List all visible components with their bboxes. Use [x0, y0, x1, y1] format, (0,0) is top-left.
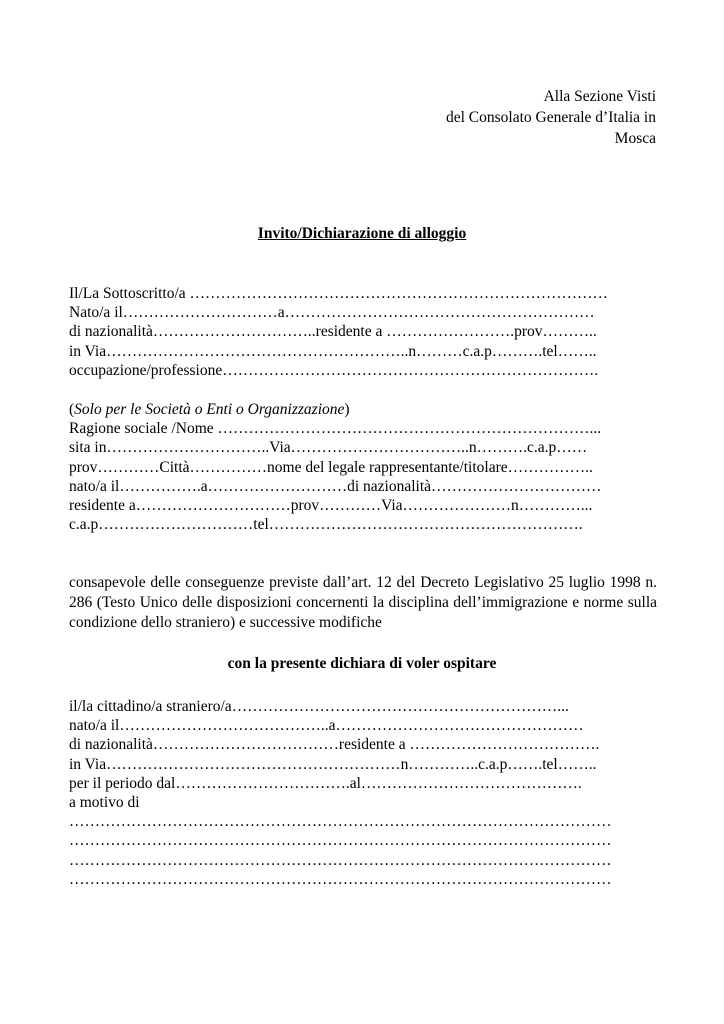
company-location-line: sita in…………………………..Via……………………………..n……….c.a.p…… — [69, 439, 588, 457]
company-name-line: Ragione sociale /Nome ………………………………………………………………... — [69, 420, 602, 438]
inviter-address-line: in Via…………………………………………………..n………c.a.p……….tel…….. — [69, 342, 597, 360]
guest-reason-line-4: …………………………………………………………………………………………… — [69, 870, 612, 888]
company-rep-residence-line: residente a…………………………prov…………Via…………………n…………... — [69, 497, 593, 515]
guest-name-line: il/la cittadino/a straniero/a………………………………………………………... — [69, 698, 569, 715]
guest-reason-line-1: …………………………………………………………………………………………… — [69, 813, 612, 831]
inviter-occupation-line: occupazione/professione………………………………………………………………. — [69, 361, 599, 379]
recipient-line-2: del Consolato Generale d’Italia in — [445, 109, 656, 126]
company-note-close: ) — [344, 401, 350, 418]
declaration-paragraph: consapevole delle conseguenze previste dall’art. 12 del Decreto Legislativo 25 luglio 1998 n. 286 (Testo Unico delle disposizioni concernenti la disciplina dell’immigrazione e norme sulla condizione dello straniero) e successive modifiche — [69, 574, 657, 631]
guest-nationality-line: di nazionalità………………………………residente a ………………………………. — [69, 736, 600, 754]
inviter-nationality-line: di nazionalità…………………………..residente a …………………….prov……….. — [69, 323, 597, 341]
recipient-line-3: Mosca — [614, 130, 656, 147]
guest-address-line: in Via…………………………………………………n…………..c.a.p…….tel…….. — [69, 755, 597, 773]
company-rep-birth-line: nato/a il…………….a………………………di nazionalità…………………………… — [69, 477, 602, 495]
guest-section — [69, 697, 657, 889]
recipient-address — [446, 86, 656, 149]
company-note — [69, 400, 657, 419]
declaration-subtitle: con la presente dichiara di voler ospitare — [227, 655, 497, 672]
guest-reason-line-3: …………………………………………………………………………………………… — [69, 851, 612, 869]
company-rep-contact-line: c.a.p…………………………tel……………………………………………………. — [69, 516, 583, 534]
guest-period-line: per il periodo dal…………………………….al……………………………………. — [69, 774, 582, 792]
company-section — [69, 400, 657, 534]
guest-birth-line: nato/a il…………………………………..a………………………………………… — [69, 717, 584, 735]
inviter-name-line: Il/La Sottoscritto/a ……………………………………………………………………… — [69, 285, 609, 302]
company-representative-line: prov…………Città……………nome del legale rappresentante/titolare…………….. — [69, 458, 593, 476]
company-note-text: Solo per le Società o Enti o Organizzazione — [74, 401, 345, 418]
document-title: Invito/Dichiarazione di alloggio — [257, 225, 467, 242]
recipient-line-1: Alla Sezione Visti — [543, 88, 656, 105]
company-note-open: ( — [69, 401, 75, 418]
guest-reason-label: a motivo di — [69, 794, 140, 812]
inviter-section — [69, 284, 657, 380]
guest-reason-line-2: …………………………………………………………………………………………… — [69, 832, 612, 850]
inviter-birth-line: Nato/a il…………………………a…………………………………………………… — [69, 304, 595, 322]
